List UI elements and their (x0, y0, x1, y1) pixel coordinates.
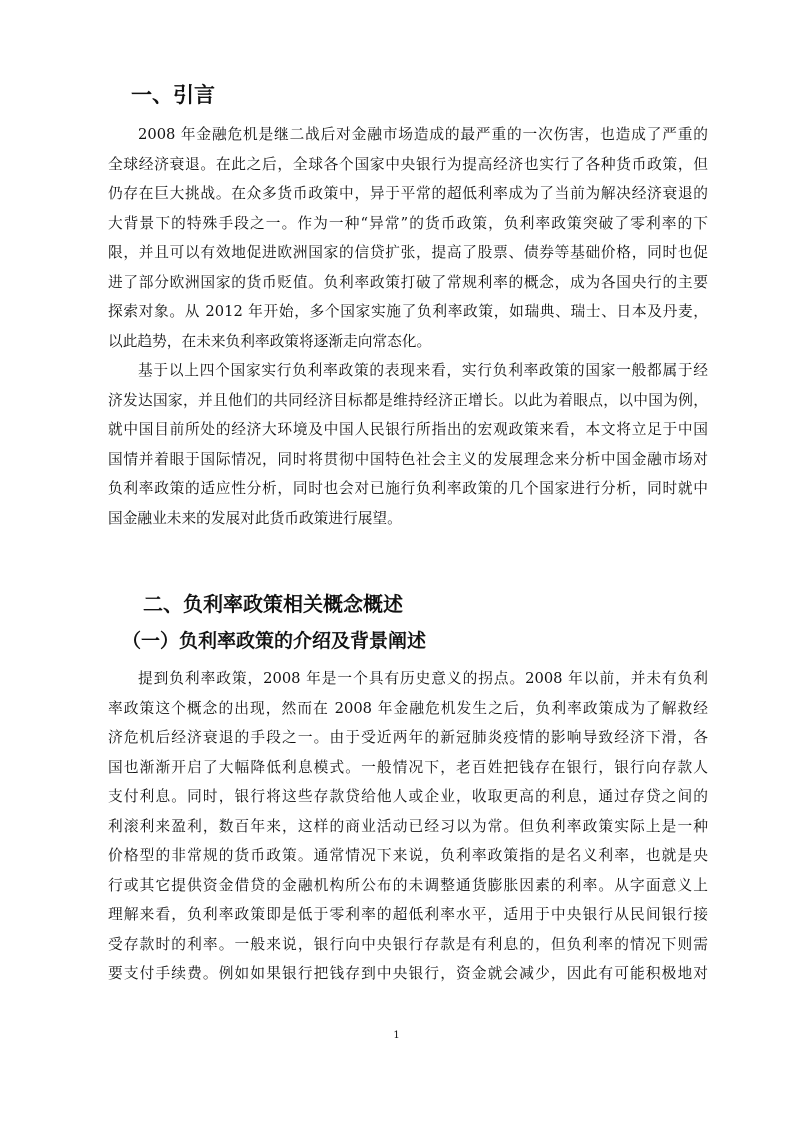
text-line: 限，并且可以有效地促进欧洲国家的信贷扩张，提高了股票、债券等基础价格，同时也促 (108, 244, 708, 261)
text-line: 进了部分欧洲国家的货币贬值。负利率政策打破了常规利率的概念，成为各国央行的主要 (108, 273, 708, 291)
text-line: 提到负利率政策，2008 年是一个具有历史意义的拐点。2008 年以前，并未有负利 (138, 670, 708, 687)
paragraph-introduction-1 (108, 120, 708, 356)
text-line: 基于以上四个国家实行负利率政策的表现来看，实行负利率政策的国家一般都属于经 (138, 362, 708, 379)
text-line: 负利率政策的适应性分析，同时也会对已施行负利率政策的几个国家进行分析，同时就中 (108, 480, 708, 497)
text-line: 要支付手续费。例如如果银行把钱存到中央银行，资金就会减少，因此有可能积极地对 (108, 965, 708, 982)
text-line: 全球经济衰退。在此之后，全球各个国家中央银行为提高经济也实行了各种货币政策，但 (108, 155, 708, 173)
text-line: 受存款时的利率。一般来说，银行向中央银行存款是有利息的，但负利率的情况下则需 (108, 935, 708, 953)
text-line: 行或其它提供资金借贷的金融机构所公布的未调整通货膨胀因素的利率。从字面意义上 (108, 876, 708, 894)
text-line: 支付利息。同时，银行将这些存款贷给他人或企业，收取更高的利息，通过存贷之间的 (108, 788, 708, 805)
text-line: 仍存在巨大挑战。在众多货币政策中，异于平常的超低利率成为了当前为解决经济衰退的 (108, 185, 708, 202)
text-line: 2008 年金融危机是继二战后对金融市场造成的最严重的一次伤害，也造成了严重的 (138, 126, 708, 143)
paragraph-background-1 (108, 664, 708, 989)
text-line: 国也渐渐开启了大幅降低利息模式。一般情况下，老百姓把钱存在银行，银行向存款人 (108, 758, 708, 776)
text-line: 就中国目前所处的经济大环境及中国人民银行所指出的宏观政策来看，本文将立足于中国 (108, 421, 708, 438)
text-line: 济发达国家，并且他们的共同经济目标都是维持经济正增长。以此为着眼点，以中国为例， (108, 391, 708, 409)
text-line: 济危机后经济衰退的手段之一。由于受近两年的新冠肺炎疫情的影响导致经济下滑，各 (108, 729, 708, 746)
section-heading-introduction: 一、引言 (131, 83, 215, 107)
text-line: 国金融业未来的发展对此货币政策进行展望。 (108, 509, 402, 527)
text-line: 探索对象。从 2012 年开始，多个国家实施了负利率政策，如瑞典、瑞士、日本及丹麦， (108, 303, 708, 320)
text-line: 大背景下的特殊手段之一。作为一种“异常”的货币政策，负利率政策突破了零利率的下 (108, 214, 708, 232)
text-line: 利滚利来盈利，数百年来，这样的商业活动已经习以为常。但负利率政策实际上是一种 (108, 817, 708, 835)
paragraph-introduction-2 (108, 356, 708, 533)
text-line: 理解来看，负利率政策即是低于零利率的超低利率水平，适用于中央银行从民间银行接 (108, 906, 708, 923)
page-number: 1 (393, 1030, 400, 1041)
section-heading-concepts: 二、负利率政策相关概念概述 (143, 592, 403, 616)
text-line: 以此趋势，在未来负利率政策将逐渐走向常态化。 (108, 332, 432, 350)
text-line: 率政策这个概念的出现，然而在 2008 年金融危机发生之后，负利率政策成为了解救经 (108, 699, 708, 717)
text-line: 国情并着眼于国际情况，同时将贯彻中国特色社会主义的发展理念来分析中国金融市场对 (108, 450, 708, 468)
text-line: 价格型的非常规的货币政策。通常情况下来说，负利率政策指的是名义利率，也就是央 (108, 847, 708, 864)
subsection-heading-background: （一）负利率政策的介绍及背景阐述 (122, 630, 427, 652)
